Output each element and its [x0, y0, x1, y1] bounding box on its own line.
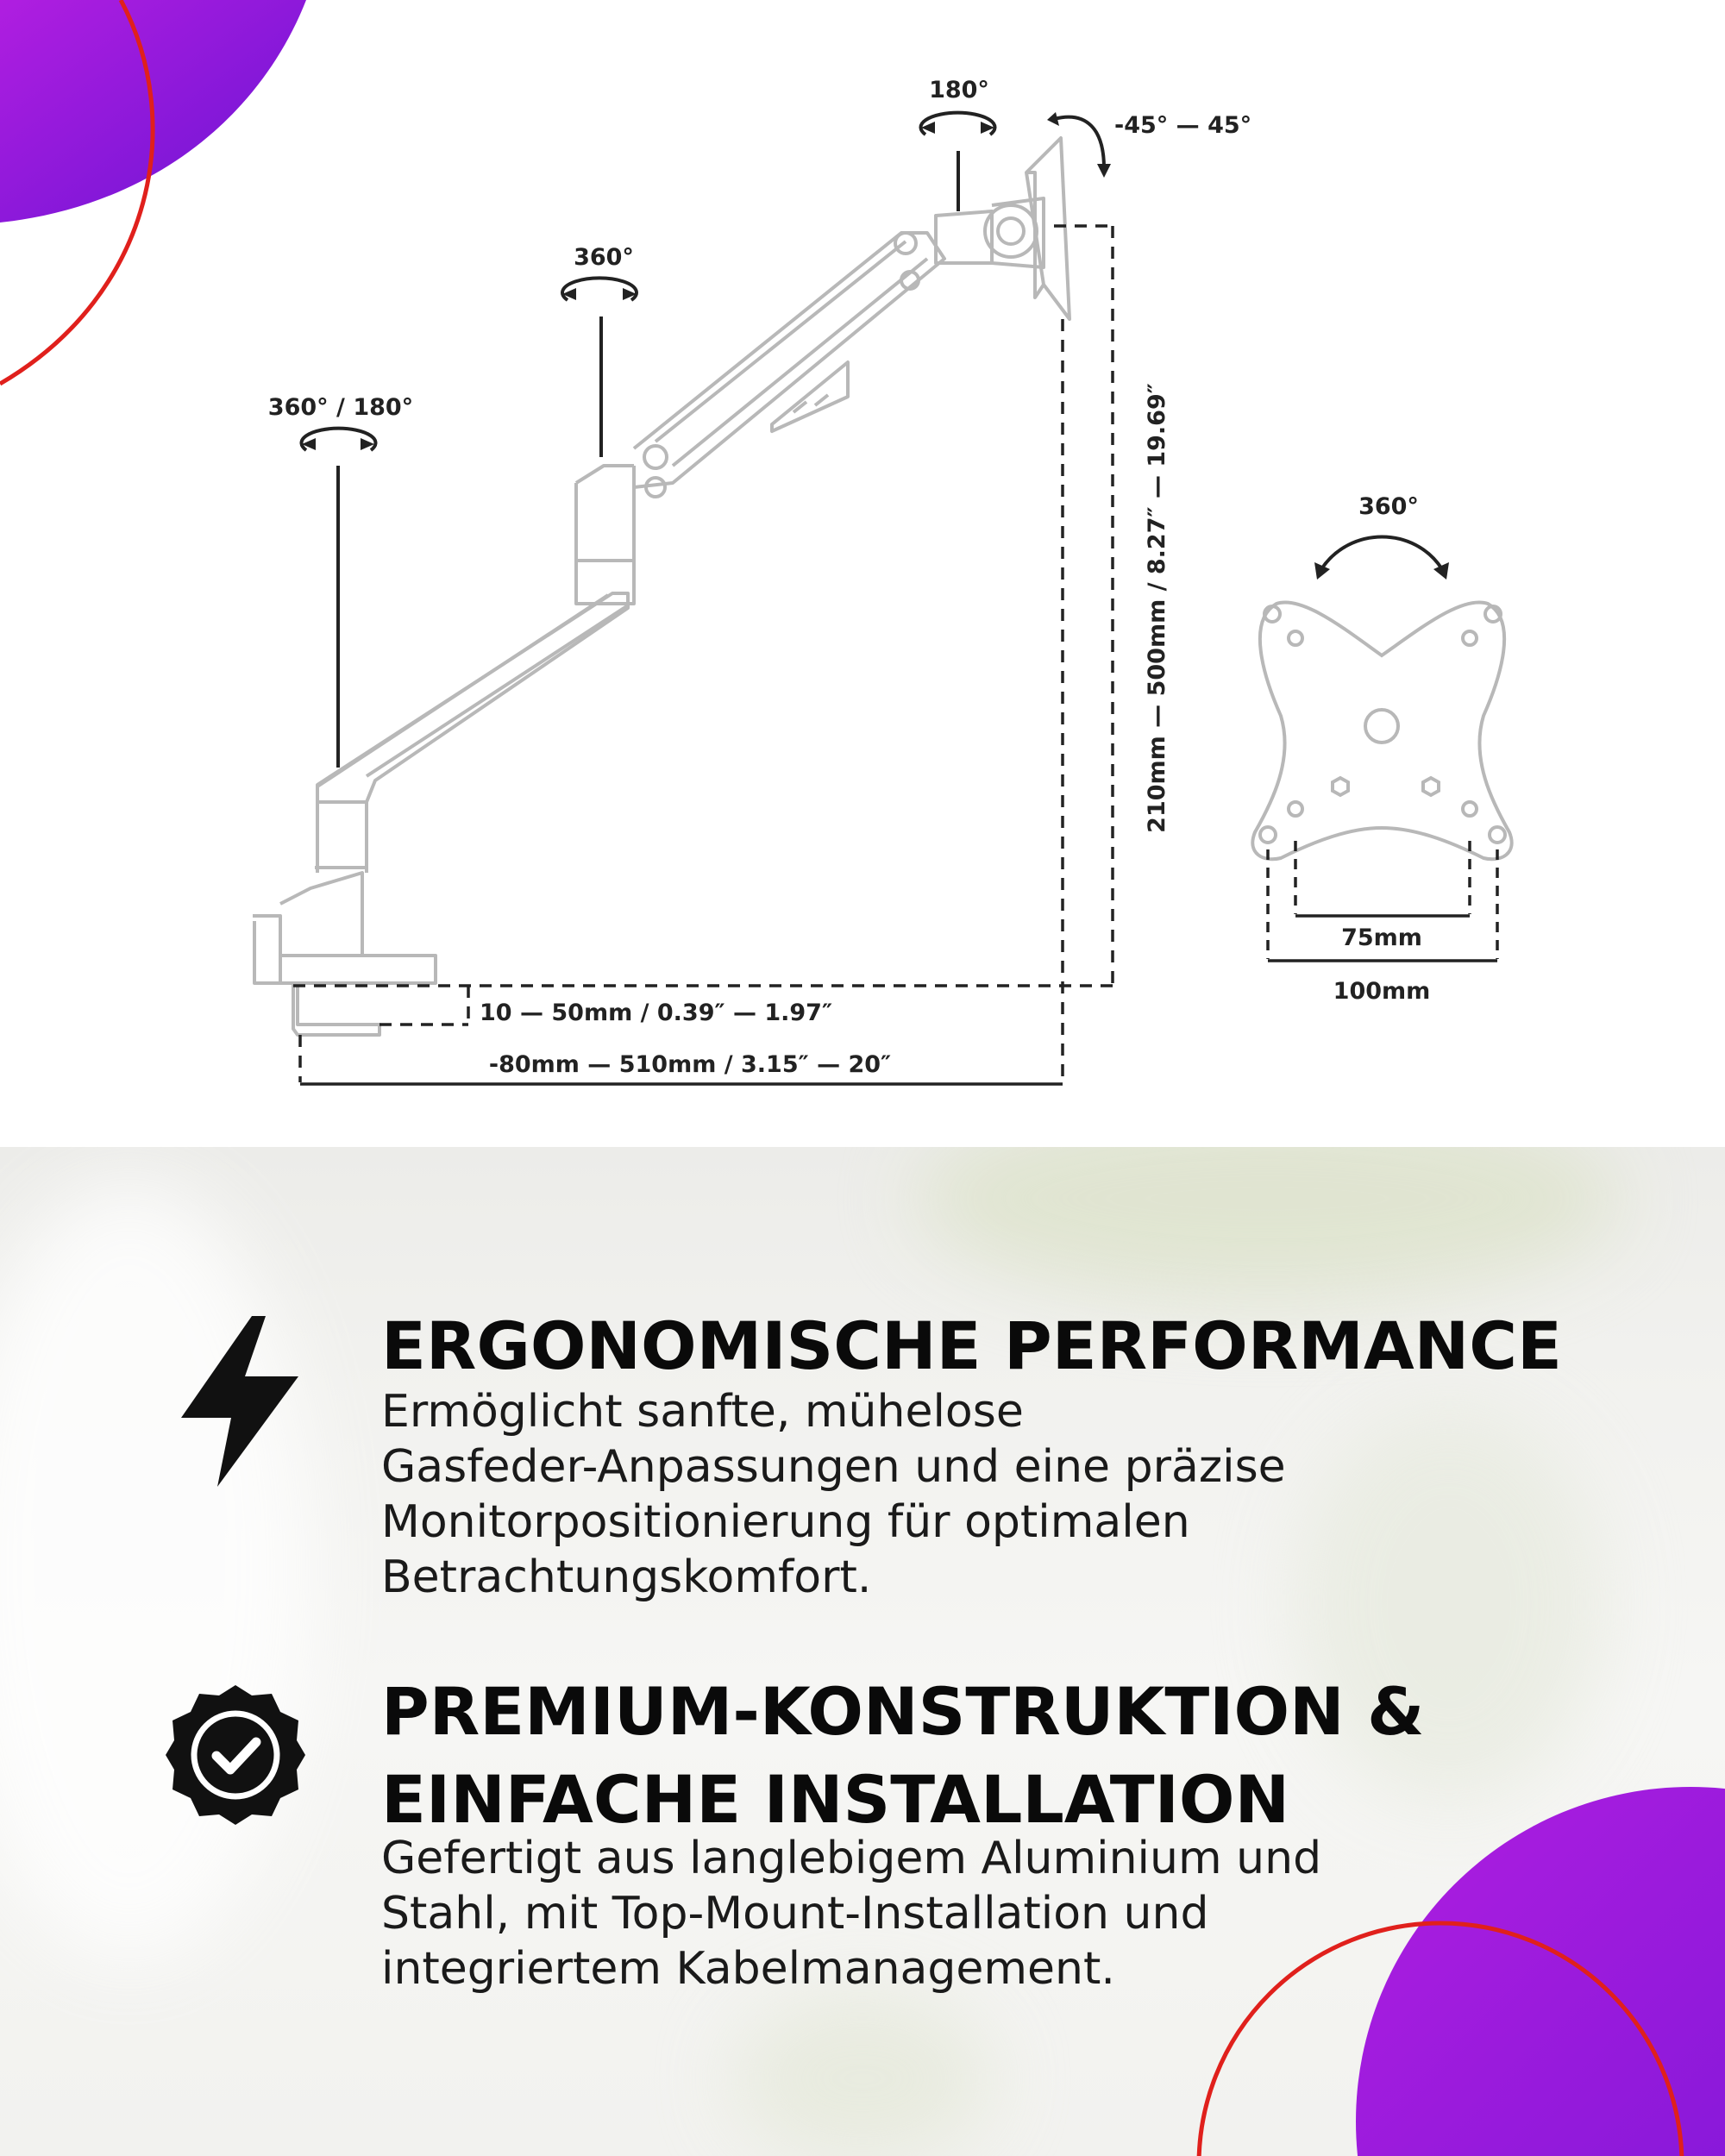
feature-title: PREMIUM-KONSTRUKTION & EINFACHE INSTALLATION — [381, 1673, 1425, 1838]
features-section — [0, 1147, 1725, 2156]
head-rotation-indicator — [921, 113, 995, 211]
middle-rotation-indicator — [562, 278, 637, 457]
vesa-large-label: 100mm — [1333, 978, 1431, 1005]
head-rotation-label: 180° — [929, 77, 989, 103]
background-blur-left — [0, 1181, 310, 1958]
height-range-label: 210mm — 500mm / 8.27″ — 19.69″ — [1144, 383, 1170, 833]
corner-decoration-bottom-right — [1121, 1751, 1725, 2156]
plate-rotation-indicator — [1314, 537, 1449, 580]
tilt-indicator — [1047, 112, 1111, 178]
feature-title: ERGONOMISCHE PERFORMANCE — [381, 1307, 1562, 1384]
base-rotation-label: 360° / 180° — [267, 394, 414, 421]
base-rotation-indicator — [302, 429, 376, 768]
tilt-range-label: -45° — 45° — [1114, 112, 1252, 139]
vesa-small-label: 75mm — [1341, 924, 1422, 951]
background-blur-top-right — [914, 1147, 1622, 1302]
middle-rotation-label: 360° — [574, 244, 634, 271]
monitor-arm-outline — [253, 138, 1070, 1035]
vesa-plate — [1252, 602, 1511, 859]
feature-description: Ermöglicht sanfte, mühelose Gasfeder-Anpassungen und eine präzise Monitorpositionierung für optimalen Betrachtungskomfort. — [381, 1386, 1286, 1603]
feature-description: Gefertigt aus langlebigem Aluminium und Stahl, mit Top-Mount-Installation und integriertem Kabelmanagement. — [381, 1833, 1322, 1995]
lightning-bolt-icon — [181, 1316, 298, 1490]
plate-rotation-label: 360° — [1358, 493, 1419, 520]
reach-range-label: -80mm — 510mm / 3.15″ — 20″ — [488, 1051, 892, 1078]
check-badge-icon — [162, 1682, 309, 1832]
clamp-thickness-label: 10 — 50mm / 0.39″ — 1.97″ — [480, 1000, 833, 1026]
corner-decoration-top-left — [0, 0, 306, 384]
background-blur-bottom — [733, 1992, 992, 2156]
